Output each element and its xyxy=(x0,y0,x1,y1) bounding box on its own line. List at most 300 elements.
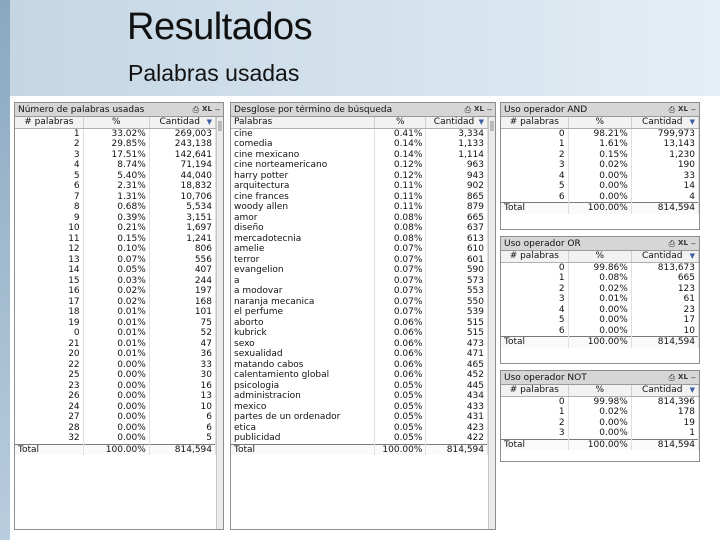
table-cell: 0.00% xyxy=(568,181,631,192)
table-row[interactable] xyxy=(15,192,216,203)
table-cell: 4 xyxy=(501,305,568,316)
column-header[interactable]: % xyxy=(568,251,631,262)
table-cell: 0.07% xyxy=(83,255,149,266)
table-cell: 5.40% xyxy=(83,171,149,182)
table-cell: 0.05% xyxy=(375,423,426,434)
panel-toolbar xyxy=(669,373,696,383)
table-row[interactable] xyxy=(231,223,488,234)
table-row[interactable] xyxy=(15,391,216,402)
total-row xyxy=(501,337,699,348)
table-row[interactable] xyxy=(15,349,216,360)
table-cell: 0.01% xyxy=(568,294,631,305)
table-cell: 4 xyxy=(15,160,83,171)
table-row[interactable] xyxy=(231,202,488,213)
print-icon[interactable]: ⎙ xyxy=(668,372,676,382)
table-cell: 0.02% xyxy=(568,284,631,295)
table-row[interactable] xyxy=(15,412,216,423)
excel-icon[interactable]: XL xyxy=(202,104,212,113)
table-cell: 0.01% xyxy=(83,318,149,329)
data-table xyxy=(501,117,699,214)
table-cell: 5,534 xyxy=(149,202,215,213)
table-row[interactable] xyxy=(501,139,699,150)
table-cell: 123 xyxy=(631,284,698,295)
total-cell: Total xyxy=(501,337,568,348)
table-row[interactable] xyxy=(15,202,216,213)
table-cell: 61 xyxy=(631,294,698,305)
column-header[interactable]: Palabras xyxy=(231,117,375,128)
total-cell: Total xyxy=(231,444,375,455)
table-row[interactable] xyxy=(15,318,216,329)
table-cell: 33.02% xyxy=(83,128,149,139)
table-row[interactable] xyxy=(231,255,488,266)
table-row[interactable] xyxy=(231,402,488,413)
table-cell: 0.00% xyxy=(83,412,149,423)
total-row xyxy=(501,203,699,214)
table-row[interactable] xyxy=(231,339,488,350)
table-cell: 13,143 xyxy=(631,139,698,150)
vertical-scrollbar[interactable] xyxy=(216,117,223,529)
table-row[interactable] xyxy=(231,171,488,182)
table-cell: 1.31% xyxy=(83,192,149,203)
table-cell: 2 xyxy=(501,418,568,429)
table-cell: 4 xyxy=(631,192,698,203)
table-row[interactable] xyxy=(231,370,488,381)
table-row[interactable] xyxy=(15,181,216,192)
table-row[interactable] xyxy=(15,160,216,171)
table-cell: 269,003 xyxy=(149,128,215,139)
table-row[interactable] xyxy=(231,328,488,339)
table-cell: 0.00% xyxy=(83,433,149,444)
header-row xyxy=(501,385,699,396)
table-row[interactable] xyxy=(501,192,699,203)
table-cell: sexo xyxy=(231,339,375,350)
table-cell: 0.11% xyxy=(375,181,426,192)
column-header[interactable]: Cantidad ▼ xyxy=(631,251,698,262)
table-row[interactable] xyxy=(15,339,216,350)
table-cell: 9 xyxy=(15,213,83,224)
table-row[interactable] xyxy=(15,150,216,161)
table-row[interactable] xyxy=(501,418,699,429)
table-cell: 0.05% xyxy=(375,412,426,423)
table-cell: diseño xyxy=(231,223,375,234)
table-cell: 18,832 xyxy=(149,181,215,192)
minimize-icon[interactable]: ‒ xyxy=(486,104,492,114)
table-row[interactable] xyxy=(15,265,216,276)
print-icon[interactable]: ⎙ xyxy=(464,104,472,114)
table-cell: 0.00% xyxy=(83,402,149,413)
table-cell: 1 xyxy=(15,128,83,139)
table-cell: 1,697 xyxy=(149,223,215,234)
table-cell: 99.86% xyxy=(568,262,631,273)
excel-icon[interactable]: XL xyxy=(474,104,484,113)
excel-icon[interactable]: XL xyxy=(678,104,688,113)
print-icon[interactable]: ⎙ xyxy=(192,104,200,114)
table-cell: 963 xyxy=(426,160,488,171)
table-cell: 0.07% xyxy=(375,307,426,318)
table-cell: terror xyxy=(231,255,375,266)
search-term-breakdown-table xyxy=(230,102,496,530)
panel-caption: Uso operador OR xyxy=(504,238,581,249)
table-cell: 0.41% xyxy=(375,128,426,139)
table-cell: 0.00% xyxy=(83,360,149,371)
table-cell: 24 xyxy=(15,402,83,413)
table-cell: 10,706 xyxy=(149,192,215,203)
table-cell: 7 xyxy=(15,192,83,203)
table-cell: publicidad xyxy=(231,433,375,444)
table-row[interactable] xyxy=(15,234,216,245)
table-cell: 665 xyxy=(631,273,698,284)
table-cell: 0.00% xyxy=(83,391,149,402)
filter-icon[interactable]: ▼ xyxy=(689,118,695,126)
table-cell: 5 xyxy=(149,433,215,444)
table-row[interactable] xyxy=(501,407,699,418)
table-cell: 0.10% xyxy=(83,244,149,255)
table-cell: matando cabos xyxy=(231,360,375,371)
table-cell: evangelion xyxy=(231,265,375,276)
panel-caption-bar xyxy=(231,103,495,117)
table-cell: 879 xyxy=(426,202,488,213)
table-cell: 1,133 xyxy=(426,139,488,150)
minimize-icon[interactable]: ‒ xyxy=(690,372,696,382)
minimize-icon[interactable]: ‒ xyxy=(690,104,696,114)
table-cell: 27 xyxy=(15,412,83,423)
table-cell: calentamiento global xyxy=(231,370,375,381)
table-cell: partes de un ordenador xyxy=(231,412,375,423)
panel-caption: Desglose por término de búsqueda xyxy=(234,104,393,115)
table-cell: 5 xyxy=(501,181,568,192)
table-cell: 13 xyxy=(149,391,215,402)
column-header[interactable]: Cantidad ▼ xyxy=(149,117,215,128)
table-cell: 190 xyxy=(631,160,698,171)
total-cell: 100.00% xyxy=(568,439,631,450)
table-row[interactable] xyxy=(231,192,488,203)
scrollbar-thumb[interactable] xyxy=(218,121,222,131)
column-header[interactable]: # palabras xyxy=(501,117,568,128)
table-row[interactable] xyxy=(231,234,488,245)
table-row[interactable] xyxy=(501,181,699,192)
vertical-scrollbar[interactable] xyxy=(488,117,495,529)
table-row[interactable] xyxy=(231,412,488,423)
table-row[interactable] xyxy=(15,213,216,224)
table-cell: 799,973 xyxy=(631,128,698,139)
table-row[interactable] xyxy=(15,276,216,287)
table-cell: 17 xyxy=(631,315,698,326)
table-cell: 8.74% xyxy=(83,160,149,171)
column-header[interactable]: Cantidad ▼ xyxy=(631,117,698,128)
table-row[interactable] xyxy=(15,381,216,392)
table-row[interactable] xyxy=(15,255,216,266)
table-cell: 15 xyxy=(15,276,83,287)
table-row[interactable] xyxy=(501,128,699,139)
column-header[interactable]: Cantidad ▼ xyxy=(426,117,488,128)
table-cell: 590 xyxy=(426,265,488,276)
slide-subtitle: Palabras usadas xyxy=(128,60,300,86)
table-row[interactable] xyxy=(501,294,699,305)
panel-caption: Número de palabras usadas xyxy=(18,104,145,115)
table-cell: naranja mecanica xyxy=(231,297,375,308)
table-cell: 25 xyxy=(15,370,83,381)
table-cell: 515 xyxy=(426,318,488,329)
table-cell: 26 xyxy=(15,391,83,402)
table-row[interactable] xyxy=(231,213,488,224)
table-cell: 3,151 xyxy=(149,213,215,224)
table-cell: 3 xyxy=(501,160,568,171)
column-header[interactable]: % xyxy=(568,117,631,128)
excel-icon[interactable]: XL xyxy=(678,238,688,247)
table-cell: 16 xyxy=(149,381,215,392)
table-cell: etica xyxy=(231,423,375,434)
column-header[interactable]: Cantidad ▼ xyxy=(631,385,698,396)
column-header[interactable]: % xyxy=(568,385,631,396)
data-table xyxy=(15,117,216,455)
table-cell: el perfume xyxy=(231,307,375,318)
table-cell: 434 xyxy=(426,391,488,402)
table-row[interactable] xyxy=(231,391,488,402)
table-cell: kubrick xyxy=(231,328,375,339)
table-row[interactable] xyxy=(231,297,488,308)
table-row[interactable] xyxy=(501,326,699,337)
column-header[interactable]: # palabras xyxy=(501,251,568,262)
table-cell: 0.02% xyxy=(568,407,631,418)
table-cell: 665 xyxy=(426,213,488,224)
table-cell: 0.03% xyxy=(83,276,149,287)
table-row[interactable] xyxy=(501,396,699,407)
column-header[interactable]: # palabras xyxy=(501,385,568,396)
table-cell: 1,241 xyxy=(149,234,215,245)
table-cell: 0.08% xyxy=(375,223,426,234)
table-cell: 0.05% xyxy=(375,402,426,413)
table-row[interactable] xyxy=(231,181,488,192)
table-cell: 0.00% xyxy=(83,381,149,392)
table-cell: 422 xyxy=(426,433,488,444)
table-cell: 1 xyxy=(501,273,568,284)
table-cell: 17.51% xyxy=(83,150,149,161)
table-row[interactable] xyxy=(231,276,488,287)
table-row[interactable] xyxy=(15,307,216,318)
column-header[interactable]: % xyxy=(83,117,149,128)
table-cell: 0.07% xyxy=(375,286,426,297)
table-cell: 0.00% xyxy=(568,315,631,326)
table-row[interactable] xyxy=(231,318,488,329)
data-table xyxy=(501,251,699,348)
table-cell: 0.11% xyxy=(375,202,426,213)
filter-icon[interactable]: ▼ xyxy=(478,118,484,126)
table-cell: cine frances xyxy=(231,192,375,203)
table-cell: 29.85% xyxy=(83,139,149,150)
table-cell: 22 xyxy=(15,360,83,371)
panel-toolbar xyxy=(465,105,492,115)
filter-icon[interactable]: ▼ xyxy=(689,386,695,394)
table-cell: 0.08% xyxy=(568,273,631,284)
column-header[interactable]: % xyxy=(375,117,426,128)
table-cell: 1 xyxy=(631,428,698,439)
table-cell: 539 xyxy=(426,307,488,318)
table-row[interactable] xyxy=(501,171,699,182)
table-row[interactable] xyxy=(231,349,488,360)
table-cell: 0.06% xyxy=(375,360,426,371)
table-cell: 1.61% xyxy=(568,139,631,150)
table-cell: 0.07% xyxy=(375,244,426,255)
table-row[interactable] xyxy=(231,244,488,255)
table-cell: cine xyxy=(231,128,375,139)
table-cell: 99.98% xyxy=(568,396,631,407)
table-cell: 197 xyxy=(149,286,215,297)
table-cell: 0.06% xyxy=(375,328,426,339)
table-cell: 0.05% xyxy=(375,391,426,402)
table-row[interactable] xyxy=(231,150,488,161)
total-cell: 814,594 xyxy=(631,203,698,214)
table-cell: 244 xyxy=(149,276,215,287)
slide-left-bar xyxy=(0,0,10,540)
table-row[interactable] xyxy=(15,423,216,434)
filter-icon[interactable]: ▼ xyxy=(689,252,695,260)
table-row[interactable] xyxy=(231,286,488,297)
table-cell: 471 xyxy=(426,349,488,360)
table-cell: 613 xyxy=(426,234,488,245)
table-cell: 2 xyxy=(15,139,83,150)
table-cell: 1,230 xyxy=(631,150,698,161)
table-cell: 407 xyxy=(149,265,215,276)
table-row[interactable] xyxy=(15,402,216,413)
table-cell: 11 xyxy=(15,234,83,245)
table-cell: 6 xyxy=(501,192,568,203)
table-row[interactable] xyxy=(231,139,488,150)
table-cell: 3,334 xyxy=(426,128,488,139)
table-cell: 637 xyxy=(426,223,488,234)
table-cell: sexualidad xyxy=(231,349,375,360)
table-cell: comedia xyxy=(231,139,375,150)
table-cell: 20 xyxy=(15,349,83,360)
table-cell: 14 xyxy=(15,265,83,276)
table-row[interactable] xyxy=(15,433,216,444)
header-row xyxy=(231,117,488,128)
table-cell: 550 xyxy=(426,297,488,308)
table-cell: 0.21% xyxy=(83,223,149,234)
table-cell: 28 xyxy=(15,423,83,434)
table-cell: 473 xyxy=(426,339,488,350)
table-row[interactable] xyxy=(15,223,216,234)
table-row[interactable] xyxy=(231,360,488,371)
table-row[interactable] xyxy=(15,328,216,339)
table-cell: 0.11% xyxy=(375,192,426,203)
table-cell: 902 xyxy=(426,181,488,192)
table-cell: 433 xyxy=(426,402,488,413)
table-cell: 47 xyxy=(149,339,215,350)
table-cell: 32 xyxy=(15,433,83,444)
table-cell: 0.15% xyxy=(83,234,149,245)
table-row[interactable] xyxy=(15,286,216,297)
table-cell: 553 xyxy=(426,286,488,297)
table-row[interactable] xyxy=(501,262,699,273)
table-cell: 33 xyxy=(149,360,215,371)
table-row[interactable] xyxy=(501,160,699,171)
report-sheet xyxy=(10,96,720,540)
header-row xyxy=(501,251,699,262)
table-cell: arquitectura xyxy=(231,181,375,192)
table-row[interactable] xyxy=(501,428,699,439)
panel-toolbar xyxy=(669,105,696,115)
total-cell: 814,594 xyxy=(631,337,698,348)
table-row[interactable] xyxy=(501,315,699,326)
table-row[interactable] xyxy=(15,360,216,371)
table-cell: 17 xyxy=(15,297,83,308)
minimize-icon[interactable]: ‒ xyxy=(214,104,220,114)
table-row[interactable] xyxy=(15,297,216,308)
table-row[interactable] xyxy=(15,171,216,182)
table-row[interactable] xyxy=(231,433,488,444)
table-row[interactable] xyxy=(231,423,488,434)
table-row[interactable] xyxy=(501,284,699,295)
table-cell: 4 xyxy=(501,171,568,182)
excel-icon[interactable]: XL xyxy=(678,372,688,381)
print-icon[interactable]: ⎙ xyxy=(668,238,676,248)
table-cell: 12 xyxy=(15,244,83,255)
table-cell: 18 xyxy=(15,307,83,318)
table-cell: 1 xyxy=(501,407,568,418)
table-cell: 5 xyxy=(501,315,568,326)
table-row[interactable] xyxy=(15,128,216,139)
table-cell: 806 xyxy=(149,244,215,255)
table-cell: 601 xyxy=(426,255,488,266)
table-cell: 10 xyxy=(631,326,698,337)
table-cell: 610 xyxy=(426,244,488,255)
table-row[interactable] xyxy=(15,139,216,150)
table-row[interactable] xyxy=(501,273,699,284)
total-cell: 100.00% xyxy=(568,203,631,214)
minimize-icon[interactable]: ‒ xyxy=(690,238,696,248)
table-cell: 0.00% xyxy=(568,192,631,203)
table-row[interactable] xyxy=(501,150,699,161)
scrollbar-thumb[interactable] xyxy=(490,121,494,131)
total-row xyxy=(231,444,488,455)
table-cell: 0.00% xyxy=(568,326,631,337)
table-row[interactable] xyxy=(231,160,488,171)
print-icon[interactable]: ⎙ xyxy=(668,104,676,114)
table-row[interactable] xyxy=(15,244,216,255)
table-cell: mercadotecnia xyxy=(231,234,375,245)
table-row[interactable] xyxy=(15,370,216,381)
table-cell: 0.01% xyxy=(83,328,149,339)
table-cell: 515 xyxy=(426,328,488,339)
table-cell: 0.05% xyxy=(375,381,426,392)
table-row[interactable] xyxy=(501,305,699,316)
table-row[interactable] xyxy=(231,307,488,318)
table-cell: 0.14% xyxy=(375,150,426,161)
table-row[interactable] xyxy=(231,128,488,139)
table-row[interactable] xyxy=(231,265,488,276)
total-cell: 100.00% xyxy=(375,444,426,455)
table-cell: 423 xyxy=(426,423,488,434)
table-cell: 465 xyxy=(426,360,488,371)
total-cell: 814,594 xyxy=(631,439,698,450)
panel-caption-bar xyxy=(501,237,699,251)
table-cell: 6 xyxy=(149,412,215,423)
table-row[interactable] xyxy=(231,381,488,392)
table-cell: 3 xyxy=(501,428,568,439)
table-cell: 44,040 xyxy=(149,171,215,182)
table-cell: 865 xyxy=(426,192,488,203)
total-cell: 814,594 xyxy=(426,444,488,455)
data-table xyxy=(501,385,699,450)
slide-title: Resultados xyxy=(127,6,313,48)
total-cell: Total xyxy=(15,444,83,455)
filter-icon[interactable]: ▼ xyxy=(206,118,212,126)
table-cell: 168 xyxy=(149,297,215,308)
panel-toolbar xyxy=(193,105,220,115)
table-cell: 0.00% xyxy=(83,370,149,381)
table-cell: 21 xyxy=(15,339,83,350)
column-header[interactable]: # palabras xyxy=(15,117,83,128)
